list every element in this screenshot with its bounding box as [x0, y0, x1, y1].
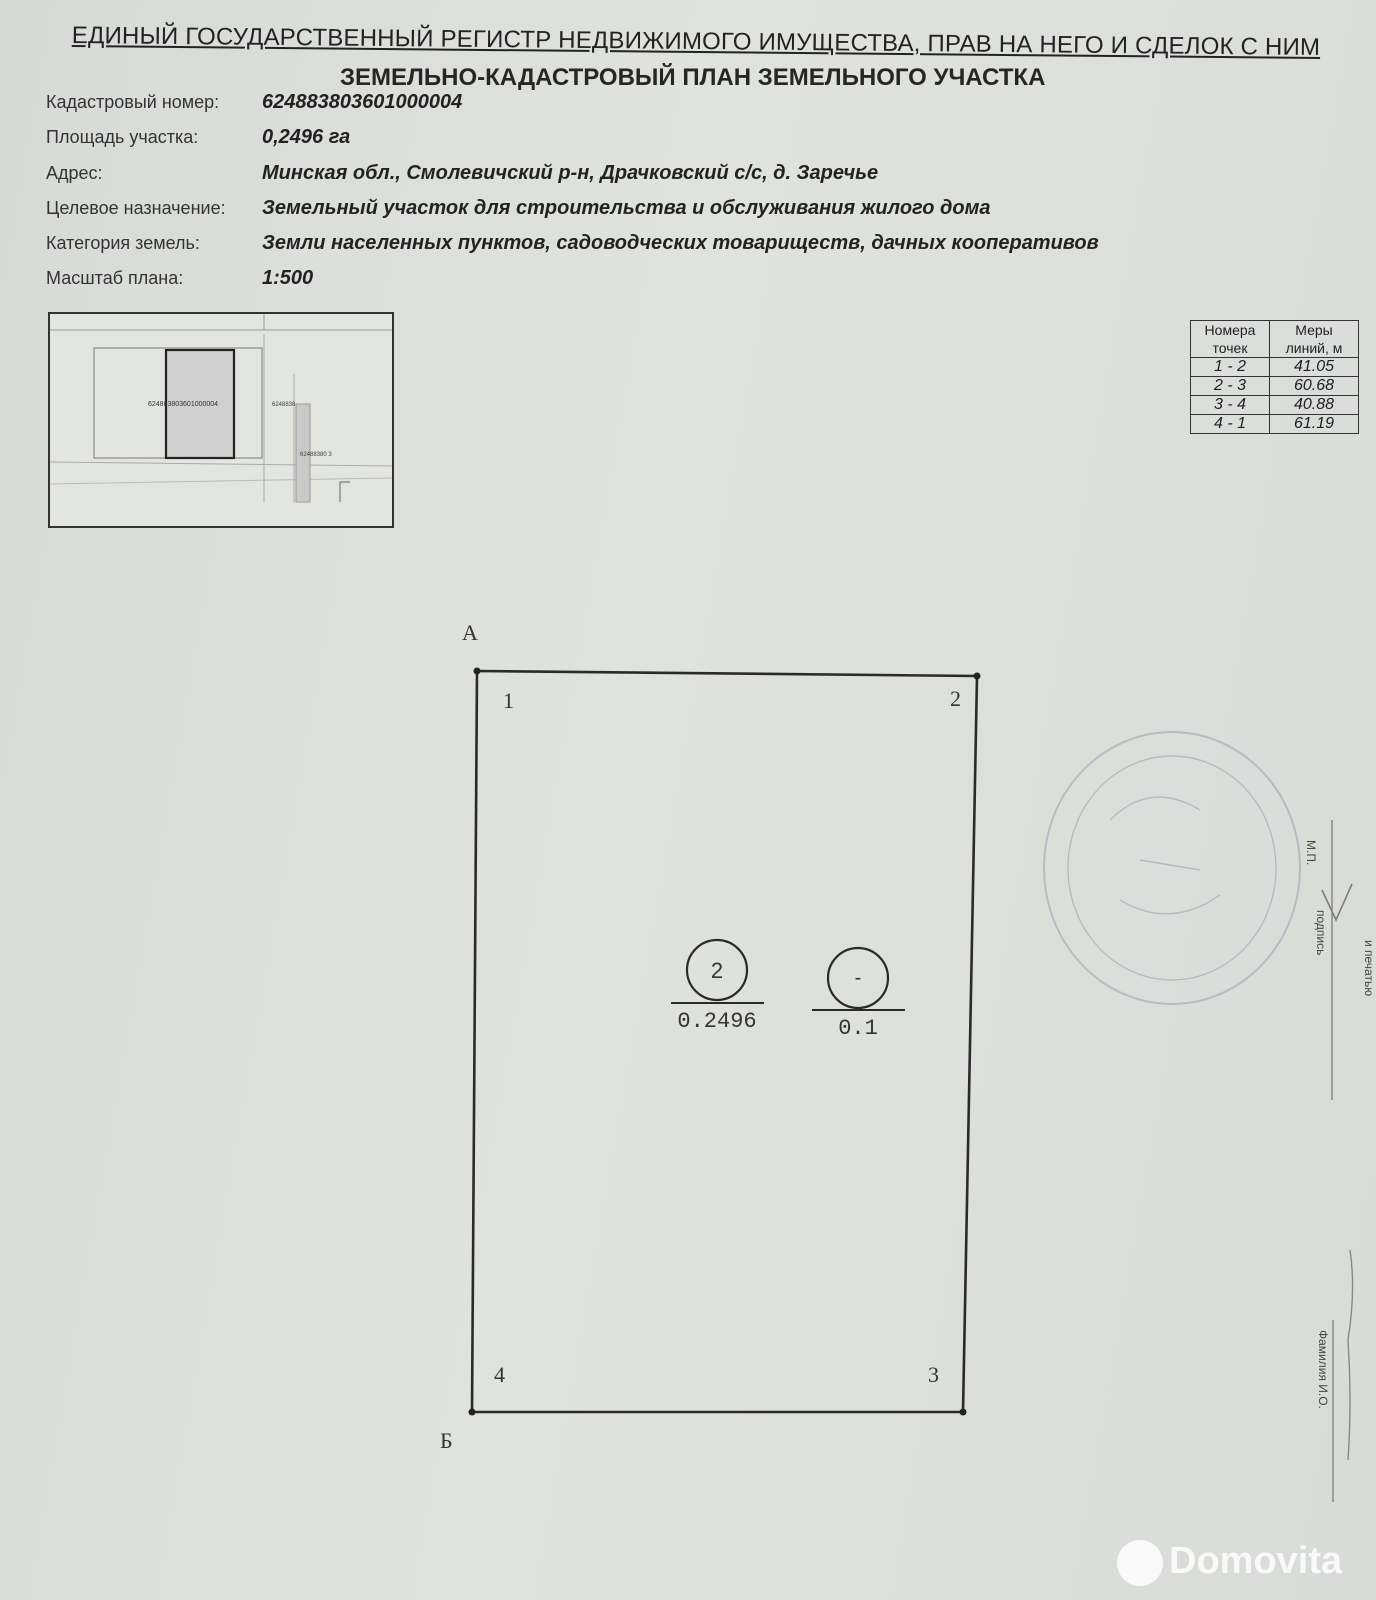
field-label: Площадь участка: — [46, 127, 199, 147]
parcel-area: 0.2496 — [677, 1009, 757, 1034]
field-label: Адрес: — [46, 163, 103, 183]
watermark — [1117, 1540, 1342, 1586]
vertex-1 — [474, 668, 481, 675]
overview-parcel-label: 624883803601000004 — [148, 401, 219, 408]
point-label-3: 3 — [928, 1362, 939, 1387]
field-value: 1:500 — [262, 267, 314, 289]
field-value: Земли населенных пунктов, садоводческих товариществ, дачных кооперативов — [262, 232, 1099, 254]
cell-length: 60.68 — [1270, 377, 1359, 396]
side-label-signature: подпись — [1314, 910, 1328, 956]
overview-neighbor-label-2: 62488380 3 — [300, 452, 332, 458]
field-value: Земельный участок для строительства и обслуживания жилого дома — [262, 197, 991, 219]
vertex-4 — [469, 1409, 476, 1416]
field-value: 624883803601000004 — [262, 91, 463, 113]
registry-title: ЕДИНЫЙ ГОСУДАРСТВЕННЫЙ РЕГИСТР НЕДВИЖИМОГО ИМУЩЕСТВА, ПРАВ НА НЕГО И СДЕЛОК С НИМ — [71, 22, 1321, 61]
field-value: Минская обл., Смолевичский р-н, Драчковский с/с, д. Заречье — [262, 162, 879, 184]
field-label: Категория земель: — [46, 233, 200, 253]
point-label-4: 4 — [494, 1362, 505, 1387]
secondary-symbol: - — [854, 967, 862, 989]
cell-length: 61.19 — [1270, 415, 1359, 434]
marker-a: А — [462, 620, 478, 645]
point-label-2: 2 — [950, 686, 961, 711]
parcel-number: 2 — [710, 958, 724, 983]
secondary-value: 0.1 — [838, 1016, 878, 1041]
cell-points: 1 - 2 — [1191, 358, 1270, 377]
field-value: 0,2496 га — [262, 126, 351, 148]
field-label: Целевое назначение: — [46, 198, 226, 218]
side-label-seal: и печатью — [1362, 940, 1376, 997]
side-label-mp: М.П. — [1304, 840, 1318, 866]
watermark-logo-icon — [1117, 1540, 1163, 1586]
official-stamp — [1044, 732, 1300, 1004]
field-label: Кадастровый номер: — [46, 92, 220, 112]
point-label-1: 1 — [503, 688, 514, 713]
cell-points: 4 - 1 — [1191, 415, 1270, 434]
vertex-2 — [974, 673, 981, 680]
cell-length: 41.05 — [1270, 358, 1359, 377]
cell-points: 3 - 4 — [1191, 396, 1270, 415]
plan-title: ЗЕМЕЛЬНО-КАДАСТРОВЫЙ ПЛАН ЗЕМЕЛЬНОГО УЧАСТКА — [340, 64, 1046, 91]
watermark-text: Domovita — [1169, 1540, 1343, 1583]
marker-b: Б — [440, 1428, 453, 1453]
cell-points: 2 - 3 — [1191, 377, 1270, 396]
parcel-boundary — [472, 671, 977, 1412]
vertex-3 — [960, 1409, 967, 1416]
field-label: Масштаб плана: — [46, 268, 184, 288]
overview-neighbor-label: 6248838 — [272, 402, 296, 408]
side-label-full-name: Фамилия И.О. — [1316, 1330, 1330, 1409]
cell-length: 40.88 — [1270, 396, 1359, 415]
header-points: Номера точек — [1191, 321, 1270, 358]
header-lengths: Меры линий, м — [1270, 321, 1359, 358]
